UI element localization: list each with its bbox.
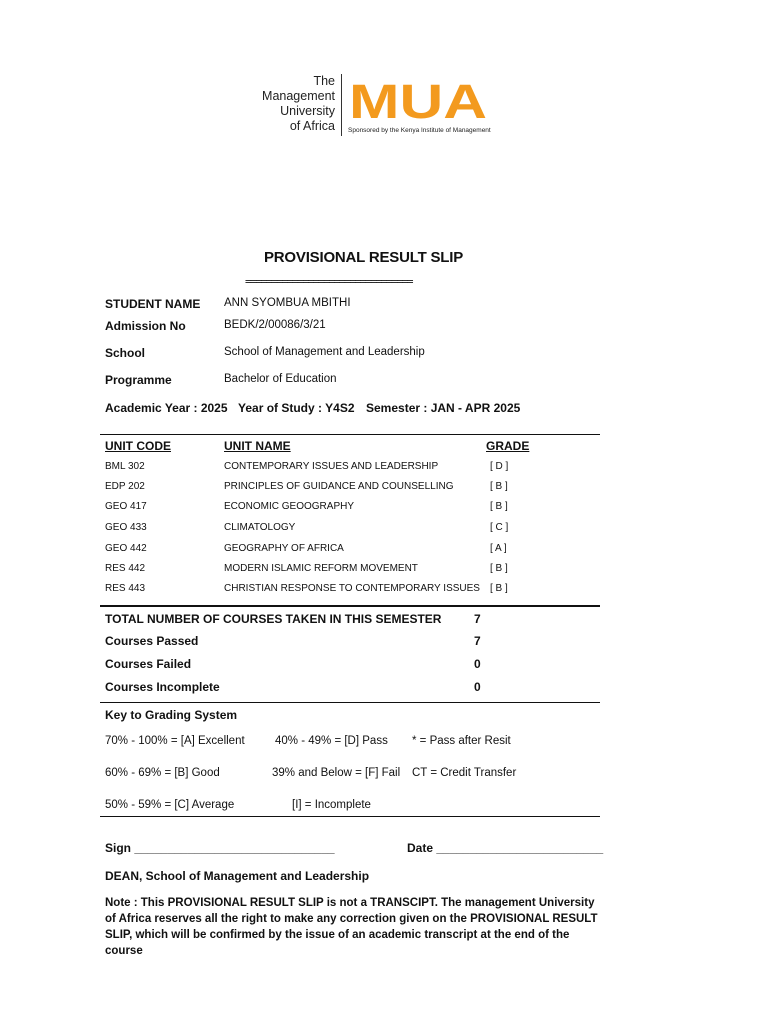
- grade-key-b: 60% - 69% = [B] Good: [105, 767, 220, 779]
- semester: Semester : JAN - APR 2025: [366, 401, 521, 415]
- grading-bottom-rule: [100, 816, 600, 817]
- logo-tagline: Sponsored by the Kenya Institute of Management: [348, 127, 491, 134]
- sign-line: Sign ______________________________: [105, 841, 335, 855]
- summary-incomplete-value: 0: [474, 680, 481, 694]
- unit-code: GEO 442: [105, 543, 147, 554]
- unit-name: GEOGRAPHY OF AFRICA: [224, 543, 344, 554]
- student-name-value: ANN SYOMBUA MBITHI: [224, 297, 351, 309]
- col-header-grade: GRADE: [486, 439, 530, 453]
- unit-grade: [ B ]: [490, 481, 508, 492]
- summary-failed-label: Courses Failed: [105, 657, 192, 671]
- col-header-unit-code: UNIT CODE: [105, 439, 171, 453]
- unit-grade: [ C ]: [490, 522, 509, 533]
- logo-line-2: Management: [262, 89, 335, 103]
- grade-key-resit: * = Pass after Resit: [412, 735, 511, 747]
- unit-name: ECONOMIC GEOOGRAPHY: [224, 501, 355, 512]
- unit-code: EDP 202: [105, 481, 145, 492]
- grading-key-title: Key to Grading System: [105, 708, 238, 722]
- grade-key-i: [I] = Incomplete: [292, 799, 371, 811]
- grade-key-c: 50% - 59% = [C] Average: [105, 799, 235, 811]
- logo-divider: [341, 74, 342, 136]
- logo-wordmark: [247, 74, 335, 134]
- academic-year: Academic Year : 2025: [105, 401, 228, 415]
- unit-grade: [ B ]: [490, 583, 508, 594]
- summary-total-label: TOTAL NUMBER OF COURSES TAKEN IN THIS SEMESTER: [105, 612, 442, 626]
- unit-name: CLIMATOLOGY: [224, 522, 296, 533]
- divider-line: [100, 434, 600, 435]
- summary-passed-label: Courses Passed: [105, 634, 199, 648]
- unit-code: GEO 417: [105, 501, 147, 512]
- unit-code: RES 443: [105, 583, 146, 594]
- col-header-unit-name: UNIT NAME: [224, 439, 291, 453]
- unit-grade: [ A ]: [490, 543, 507, 554]
- unit-code: GEO 433: [105, 522, 147, 533]
- logo-line-1: The: [313, 74, 335, 88]
- student-name-label: STUDENT NAME: [105, 297, 201, 311]
- mua-mark-icon: [349, 78, 489, 124]
- school-label: School: [105, 346, 146, 360]
- logo-line-3: University: [280, 104, 335, 118]
- grade-key-ct: CT = Credit Transfer: [412, 767, 517, 779]
- unit-name: MODERN ISLAMIC REFORM MOVEMENT: [224, 563, 418, 574]
- admission-label: Admission No: [105, 319, 186, 333]
- year-of-study: Year of Study : Y4S2: [238, 401, 355, 415]
- unit-code: BML 302: [105, 461, 145, 472]
- programme-value: Bachelor of Education: [224, 373, 337, 385]
- logo-line-4: of Africa: [289, 119, 335, 133]
- grade-key-f: 39% and Below = [F] Fail: [272, 767, 401, 779]
- unit-code: RES 442: [105, 563, 146, 574]
- date-line: Date _________________________: [407, 841, 604, 855]
- unit-grade: [ D ]: [490, 461, 509, 472]
- programme-label: Programme: [105, 373, 172, 387]
- school-value: School of Management and Leadership: [224, 346, 425, 358]
- unit-grade: [ B ]: [490, 563, 508, 574]
- svg-text:MUA: MUA: [349, 78, 487, 124]
- summary-incomplete-label: Courses Incomplete: [105, 680, 220, 694]
- dean-title: DEAN, School of Management and Leadership: [105, 869, 370, 883]
- unit-name: CHRISTIAN RESPONSE TO CONTEMPORARY ISSUES: [224, 583, 480, 594]
- admission-value: BEDK/2/00086/3/21: [224, 319, 326, 331]
- unit-grade: [ B ]: [490, 501, 508, 512]
- unit-name: CONTEMPORARY ISSUES AND LEADERSHIP: [224, 461, 439, 472]
- summary-bottom-rule: [100, 702, 600, 703]
- page-title: PROVISIONAL RESULT SLIP: [264, 249, 464, 266]
- grade-key-a: 70% - 100% = [A] Excellent: [105, 735, 245, 747]
- unit-name: PRINCIPLES OF GUIDANCE AND COUNSELLING: [224, 481, 454, 492]
- grade-key-d: 40% - 49% = [D] Pass: [275, 735, 388, 747]
- summary-failed-value: 0: [474, 657, 481, 671]
- disclaimer-note: Note : This PROVISIONAL RESULT SLIP is not a TRANSCIPT. The management University of Africa reserves all the right to make any correction given on the PROVISIONAL RESULT SLIP, which will be confirmed by the issue of an academic transcript at the end of the course: [105, 897, 598, 957]
- table-bottom-rule: [100, 605, 600, 607]
- summary-total-value: 7: [474, 612, 481, 626]
- title-separator: ================================: [245, 275, 413, 288]
- summary-passed-value: 7: [474, 634, 481, 648]
